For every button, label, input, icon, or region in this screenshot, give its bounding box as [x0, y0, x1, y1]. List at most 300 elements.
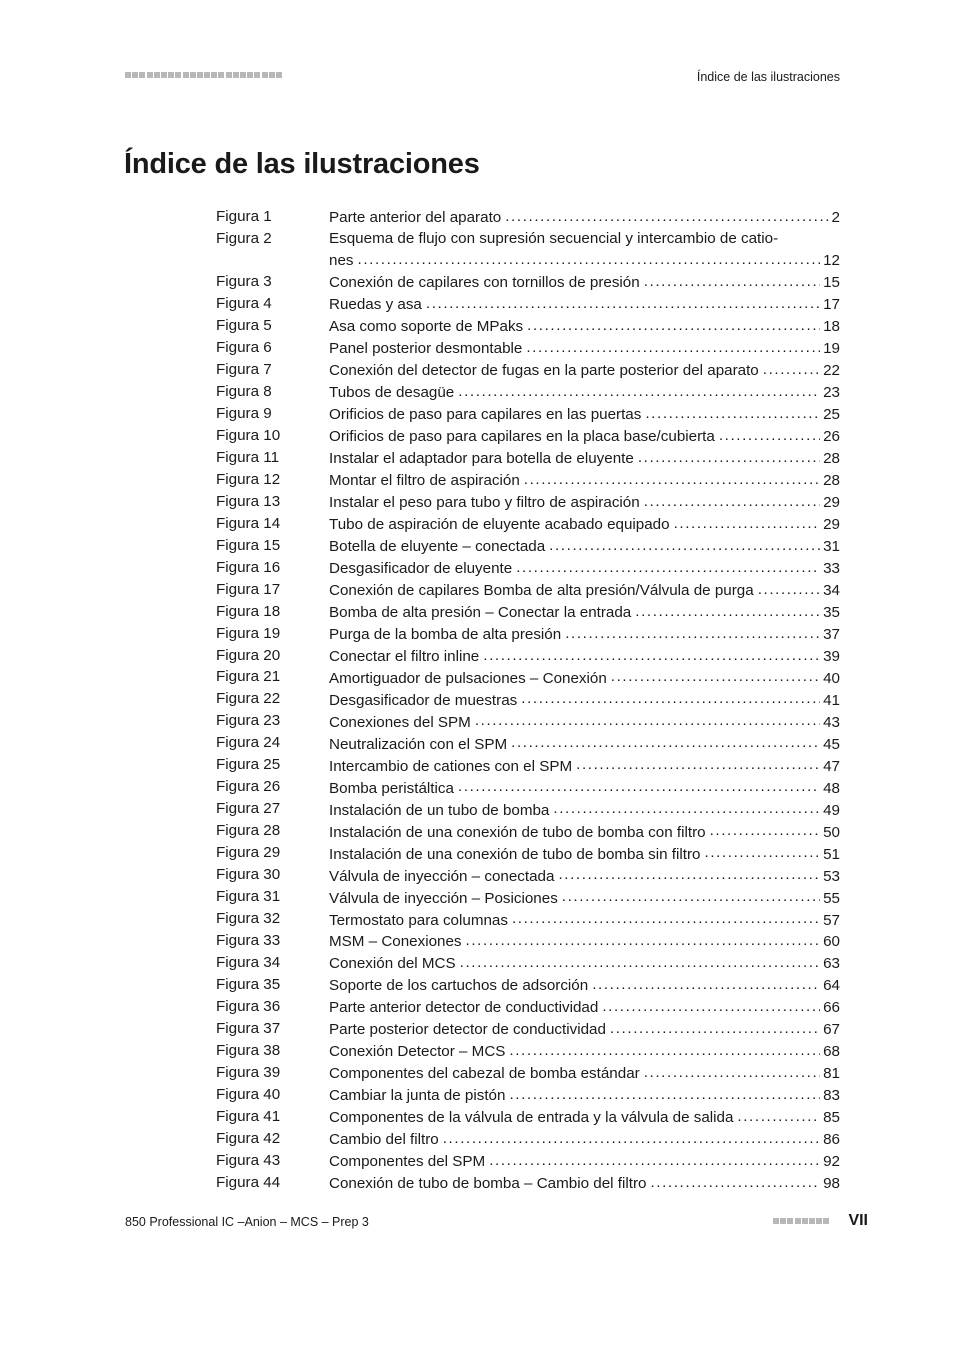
- entry-line: [329, 360, 840, 382]
- figure-caption: Parte anterior del aparato: [329, 209, 502, 227]
- figure-label: Figura 28: [216, 822, 281, 840]
- dot-leader: [710, 821, 821, 836]
- index-entry: [216, 1041, 840, 1063]
- index-entry: [216, 997, 840, 1019]
- figure-caption: Conexión Detector – MCS: [329, 1043, 506, 1061]
- page-reference: 64: [823, 977, 840, 995]
- page-reference: 67: [823, 1021, 840, 1039]
- index-entry: [216, 1063, 840, 1085]
- figure-entry: [329, 492, 840, 514]
- dot-leader: [758, 580, 820, 595]
- dot-leader: [553, 799, 820, 814]
- figure-label: Figura 39: [216, 1064, 281, 1082]
- index-entry: [216, 646, 840, 668]
- dot-leader: [521, 689, 820, 704]
- entry-line: [329, 470, 840, 492]
- dot-leader: [466, 931, 821, 946]
- dot-leader: [645, 404, 820, 419]
- figure-caption: Neutralización con el SPM: [329, 735, 508, 753]
- figure-caption: Orificios de paso para capilares en las puertas: [329, 405, 642, 423]
- figure-entry: [329, 294, 840, 316]
- entry-line: [329, 207, 840, 229]
- index-entry: [216, 865, 840, 887]
- dot-leader: [705, 843, 821, 858]
- decor-square: [795, 1218, 801, 1224]
- figure-label: Figura 8: [216, 382, 272, 400]
- figure-entry: [329, 360, 840, 382]
- entry-line: [329, 1019, 840, 1041]
- entry-line: [329, 272, 840, 294]
- figure-entry: [329, 1085, 840, 1107]
- footer-decoration: [773, 1218, 829, 1224]
- figure-entry: [329, 536, 840, 558]
- figure-label: Figura 42: [216, 1130, 281, 1148]
- entry-line: [329, 558, 840, 580]
- decor-square: [240, 72, 246, 78]
- figure-entry: [329, 229, 840, 272]
- index-entry: [216, 953, 840, 975]
- figure-caption: Instalación de una conexión de tubo de bomba sin filtro: [329, 845, 701, 863]
- decor-square: [204, 72, 210, 78]
- figure-label: Figura 43: [216, 1152, 281, 1170]
- index-entry: [216, 470, 840, 492]
- dot-leader: [644, 492, 820, 507]
- figure-caption: Panel posterior desmontable: [329, 339, 523, 357]
- page-reference: 34: [823, 581, 840, 599]
- figure-entry: [329, 1151, 840, 1173]
- index-entry: [216, 821, 840, 843]
- figure-label: Figura 11: [216, 448, 280, 466]
- dot-leader: [458, 777, 820, 792]
- figure-entry: [329, 426, 840, 448]
- page-reference: 45: [823, 735, 840, 753]
- figure-caption: Componentes del SPM: [329, 1153, 486, 1171]
- entry-line: [329, 931, 840, 953]
- decor-square: [211, 72, 217, 78]
- figure-caption: Parte posterior detector de conductividad: [329, 1021, 606, 1039]
- entry-line: [329, 1041, 840, 1063]
- figure-entry: [329, 514, 840, 536]
- figure-label: Figura 31: [216, 888, 281, 906]
- entry-line: [329, 338, 840, 360]
- figure-label: Figura 14: [216, 514, 281, 532]
- entry-line: [329, 821, 840, 843]
- figure-entry: [329, 1063, 840, 1085]
- entry-line: [329, 624, 840, 646]
- index-entry: [216, 382, 840, 404]
- figure-label: Figura 15: [216, 536, 281, 554]
- page-reference: 17: [823, 295, 840, 313]
- entry-line: [329, 755, 840, 777]
- figure-entry: [329, 338, 840, 360]
- figure-label: Figura 17: [216, 580, 281, 598]
- figure-label: Figura 10: [216, 426, 281, 444]
- page-reference: 83: [823, 1087, 840, 1105]
- page-reference: 50: [823, 823, 840, 841]
- figure-caption: Parte anterior detector de conductividad: [329, 999, 599, 1017]
- figure-caption: Conexión de tubo de bomba – Cambio del filtro: [329, 1175, 647, 1193]
- figure-caption: Amortiguador de pulsaciones – Conexión: [329, 669, 607, 687]
- figure-entry: [329, 799, 840, 821]
- figure-entry: [329, 865, 840, 887]
- figure-caption: Conexión de capilares con tornillos de presión: [329, 273, 640, 291]
- decor-square: [269, 72, 275, 78]
- decor-square: [183, 72, 189, 78]
- page-reference: 29: [823, 515, 840, 533]
- figure-label: Figura 16: [216, 558, 281, 576]
- index-entry: [216, 667, 840, 689]
- figure-label: Figura 6: [216, 338, 272, 356]
- figure-caption: Instalación de un tubo de bomba: [329, 801, 550, 819]
- page-reference: 22: [823, 361, 840, 379]
- figure-caption: Conexión del MCS: [329, 955, 456, 973]
- decor-square: [218, 72, 224, 78]
- figure-label: Figura 37: [216, 1020, 281, 1038]
- figure-label: Figura 30: [216, 866, 281, 884]
- page-reference: 28: [823, 449, 840, 467]
- figure-label: Figura 29: [216, 844, 281, 862]
- entry-line: [329, 975, 840, 997]
- figure-caption: Conexión del detector de fugas en la parte posterior del aparato: [329, 361, 759, 379]
- page-reference: 33: [823, 559, 840, 577]
- index-entry: [216, 229, 840, 272]
- entry-line: [329, 733, 840, 755]
- page-reference: 39: [823, 647, 840, 665]
- page-reference: 81: [823, 1065, 840, 1083]
- figure-label: Figura 1: [216, 208, 272, 225]
- decor-square: [262, 72, 268, 78]
- index-entry: [216, 426, 840, 448]
- index-entry: [216, 1173, 840, 1195]
- decor-square: [809, 1218, 815, 1224]
- entry-line: [329, 426, 840, 448]
- figure-label: Figura 24: [216, 734, 281, 752]
- entry-line: [329, 689, 840, 711]
- page-reference: 18: [823, 317, 840, 335]
- header-decoration: [125, 72, 282, 78]
- index-entry: [216, 711, 840, 733]
- figure-caption: Válvula de inyección – Posiciones: [329, 889, 558, 907]
- index-entry: [216, 1129, 840, 1151]
- figure-label: Figura 41: [216, 1108, 281, 1126]
- dot-leader: [674, 514, 821, 529]
- figure-label: Figura 38: [216, 1042, 281, 1060]
- index-entry: [216, 338, 840, 360]
- figure-caption: Desgasificador de muestras: [329, 691, 518, 709]
- figure-entry: [329, 1019, 840, 1041]
- dot-leader: [512, 909, 820, 924]
- figure-entry: [329, 1107, 840, 1129]
- figure-caption: Purga de la bomba de alta presión: [329, 625, 562, 643]
- index-entry: [216, 492, 840, 514]
- entry-line: [329, 646, 840, 668]
- entry-line: [329, 448, 840, 470]
- entry-line: [329, 1151, 840, 1173]
- entry-line: [329, 1107, 840, 1129]
- decor-square: [125, 72, 131, 78]
- page-reference: 51: [823, 845, 840, 863]
- decor-square: [780, 1218, 786, 1224]
- page-reference: 86: [823, 1131, 840, 1149]
- figure-label: Figura 3: [216, 272, 272, 290]
- index-entry: [216, 448, 840, 470]
- index-entry: [216, 843, 840, 865]
- page-reference: 37: [823, 625, 840, 643]
- figure-entry: [329, 953, 840, 975]
- decor-square: [254, 72, 260, 78]
- dot-leader: [737, 1107, 820, 1122]
- figure-entry: [329, 711, 840, 733]
- entry-line: [329, 229, 840, 250]
- figure-label: Figura 18: [216, 602, 281, 620]
- figure-entry: [329, 207, 840, 229]
- figure-entry: [329, 558, 840, 580]
- dot-leader: [562, 887, 820, 902]
- dot-leader: [644, 272, 820, 287]
- index-entry: [216, 1107, 840, 1129]
- figure-entry: [329, 843, 840, 865]
- decor-square: [161, 72, 167, 78]
- dot-leader: [458, 382, 820, 397]
- page-reference: 29: [823, 493, 840, 511]
- figure-caption: Botella de eluyente – conectada: [329, 537, 546, 555]
- page-reference: 85: [823, 1109, 840, 1127]
- figure-caption: nes: [329, 251, 354, 269]
- dot-leader: [483, 646, 820, 661]
- figure-caption: Conectar el filtro inline: [329, 647, 480, 665]
- figure-caption: Tubos de desagüe: [329, 383, 455, 401]
- entry-line: [329, 316, 840, 338]
- footer-document-title: 850 Professional IC –Anion – MCS – Prep 3: [125, 1215, 369, 1229]
- dot-leader: [565, 624, 820, 639]
- index-entry: [216, 316, 840, 338]
- dot-leader: [475, 711, 820, 726]
- dot-leader: [638, 448, 820, 463]
- figure-label: Figura 33: [216, 932, 281, 950]
- figure-entry: [329, 382, 840, 404]
- index-entry: [216, 207, 840, 229]
- dot-leader: [602, 997, 820, 1012]
- dot-leader: [644, 1063, 820, 1078]
- figure-label: Figura 35: [216, 976, 281, 994]
- figure-label: Figura 23: [216, 712, 281, 730]
- page-reference: 12: [823, 251, 840, 269]
- figure-caption: Bomba peristáltica: [329, 779, 454, 797]
- figure-caption: Intercambio de cationes con el SPM: [329, 757, 573, 775]
- decor-square: [823, 1218, 829, 1224]
- index-entry: [216, 514, 840, 536]
- figure-caption: Instalación de una conexión de tubo de bomba con filtro: [329, 823, 706, 841]
- decor-square: [787, 1218, 793, 1224]
- page-reference: 23: [823, 383, 840, 401]
- dot-leader: [576, 755, 820, 770]
- dot-leader: [358, 250, 821, 265]
- decor-square: [175, 72, 181, 78]
- index-entry: [216, 975, 840, 997]
- page-reference: 98: [823, 1175, 840, 1193]
- figure-index-list: [216, 207, 840, 1195]
- page-reference: 2: [831, 209, 840, 227]
- dot-leader: [719, 426, 820, 441]
- page-reference: 92: [823, 1153, 840, 1171]
- figure-label: Figura 2: [216, 229, 272, 247]
- entry-line: [329, 909, 840, 931]
- figure-entry: [329, 316, 840, 338]
- figure-entry: [329, 624, 840, 646]
- page-reference: 19: [823, 339, 840, 357]
- figure-caption: Montar el filtro de aspiración: [329, 471, 520, 489]
- index-entry: [216, 799, 840, 821]
- dot-leader: [511, 733, 820, 748]
- index-entry: [216, 294, 840, 316]
- entry-line: [329, 711, 840, 733]
- page-reference: 68: [823, 1043, 840, 1061]
- figure-label: Figura 5: [216, 316, 272, 334]
- page-reference: 15: [823, 273, 840, 291]
- dot-leader: [558, 865, 820, 880]
- figure-caption: Desgasificador de eluyente: [329, 559, 513, 577]
- index-entry: [216, 755, 840, 777]
- decor-square: [816, 1218, 822, 1224]
- figure-entry: [329, 470, 840, 492]
- entry-line: [329, 1173, 840, 1195]
- figure-entry: [329, 689, 840, 711]
- index-entry: [216, 689, 840, 711]
- entry-line: [329, 536, 840, 558]
- dot-leader: [516, 558, 820, 573]
- dot-leader: [426, 294, 820, 309]
- entry-line: [329, 382, 840, 404]
- dot-leader: [611, 667, 820, 682]
- figure-label: Figura 13: [216, 492, 281, 510]
- figure-caption: MSM – Conexiones: [329, 933, 462, 951]
- figure-entry: [329, 667, 840, 689]
- dot-leader: [526, 338, 820, 353]
- figure-label: Figura 19: [216, 624, 281, 642]
- figure-label: Figura 9: [216, 404, 272, 422]
- figure-label: Figura 7: [216, 360, 272, 378]
- figure-caption: Bomba de alta presión – Conectar la entrada: [329, 603, 632, 621]
- figure-caption: Conexiones del SPM: [329, 713, 471, 731]
- figure-caption: Soporte de los cartuchos de adsorción: [329, 977, 589, 995]
- page-title: Índice de las ilustraciones: [124, 148, 480, 180]
- figure-entry: [329, 404, 840, 426]
- dot-leader: [592, 975, 820, 990]
- decor-square: [132, 72, 138, 78]
- entry-line: [329, 1085, 840, 1107]
- figure-entry: [329, 909, 840, 931]
- figure-label: Figura 20: [216, 646, 281, 664]
- figure-label: Figura 21: [216, 668, 281, 686]
- page-reference: 43: [823, 713, 840, 731]
- index-entry: [216, 404, 840, 426]
- figure-entry: [329, 997, 840, 1019]
- figure-entry: [329, 448, 840, 470]
- index-entry: [216, 1151, 840, 1173]
- decor-square: [233, 72, 239, 78]
- dot-leader: [549, 536, 820, 551]
- page-reference: 25: [823, 405, 840, 423]
- running-header: Índice de las ilustraciones: [696, 70, 840, 84]
- figure-label: Figura 26: [216, 778, 281, 796]
- index-entry: [216, 733, 840, 755]
- page-reference: 49: [823, 801, 840, 819]
- page-reference: 60: [823, 933, 840, 951]
- figure-label: Figura 36: [216, 998, 281, 1016]
- figure-label: Figura 32: [216, 910, 281, 928]
- figure-caption: Tubo de aspiración de eluyente acabado equipado: [329, 515, 670, 533]
- figure-label: Figura 27: [216, 800, 281, 818]
- figure-caption: Instalar el adaptador para botella de eluyente: [329, 449, 634, 467]
- dot-leader: [650, 1173, 820, 1188]
- page-reference: 57: [823, 911, 840, 929]
- index-entry: [216, 931, 840, 953]
- figure-entry: [329, 931, 840, 953]
- decor-square: [139, 72, 145, 78]
- figure-entry: [329, 777, 840, 799]
- figure-caption: Termostato para columnas: [329, 911, 508, 929]
- figure-label: Figura 25: [216, 756, 281, 774]
- figure-caption: Conexión de capilares Bomba de alta presión/Válvula de purga: [329, 581, 754, 599]
- dot-leader: [509, 1041, 820, 1056]
- index-entry: [216, 624, 840, 646]
- entry-line: [329, 865, 840, 887]
- dot-leader: [527, 316, 820, 331]
- page-reference: 26: [823, 427, 840, 445]
- index-entry: [216, 602, 840, 624]
- figure-entry: [329, 821, 840, 843]
- figure-label: Figura 34: [216, 954, 281, 972]
- entry-line: [329, 602, 840, 624]
- decor-square: [154, 72, 160, 78]
- entry-line: [329, 1063, 840, 1085]
- entry-line: [329, 492, 840, 514]
- figure-caption: Componentes de la válvula de entrada y la válvula de salida: [329, 1109, 734, 1127]
- figure-entry: [329, 580, 840, 602]
- figure-caption: Cambiar la junta de pistón: [329, 1087, 506, 1105]
- index-entry: [216, 580, 840, 602]
- figure-caption: Asa como soporte de MPaks: [329, 317, 524, 335]
- decor-square: [226, 72, 232, 78]
- decor-square: [276, 72, 282, 78]
- dot-leader: [635, 602, 820, 617]
- figure-caption: Esquema de flujo con supresión secuencial y intercambio de catio-: [329, 229, 779, 247]
- figure-entry: [329, 646, 840, 668]
- dot-leader: [460, 953, 820, 968]
- figure-label: Figura 12: [216, 470, 281, 488]
- page-reference: 28: [823, 471, 840, 489]
- index-entry: [216, 1085, 840, 1107]
- figure-entry: [329, 1041, 840, 1063]
- index-entry: [216, 909, 840, 931]
- figure-entry: [329, 602, 840, 624]
- dot-leader: [505, 207, 828, 222]
- dot-leader: [443, 1129, 820, 1144]
- page-reference: 41: [823, 691, 840, 709]
- figure-caption: Cambio del filtro: [329, 1131, 439, 1149]
- page-reference: 47: [823, 757, 840, 775]
- entry-line: [329, 953, 840, 975]
- decor-square: [147, 72, 153, 78]
- page-reference: 63: [823, 955, 840, 973]
- figure-label: Figura 44: [216, 1174, 281, 1192]
- dot-leader: [610, 1019, 820, 1034]
- dot-leader: [509, 1085, 820, 1100]
- figure-entry: [329, 887, 840, 909]
- page-number: VII: [848, 1212, 868, 1229]
- page-reference: 40: [823, 669, 840, 687]
- index-entry: [216, 536, 840, 558]
